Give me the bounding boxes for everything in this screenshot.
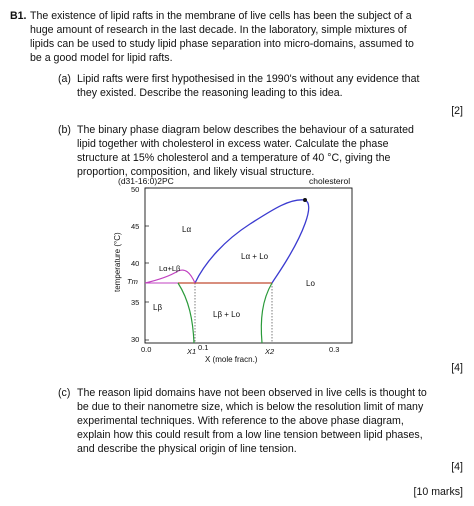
y-tick-tm: Tm [127,277,138,286]
y-axis-label: temperature (°C) [113,232,122,292]
lo-boundary-curve [195,200,309,283]
part-a-line-1: Lipid rafts were first hypothesised in the 1990's without any evidence that [77,73,420,85]
lo-right-boundary [261,283,272,343]
critical-point [303,198,307,202]
y-axis [145,188,149,340]
part-b-line-4: proportion, composition, and likely visual structure. [77,166,315,178]
x-tick-0: 0.0 [141,345,152,354]
y-tick-40: 40 [131,259,140,268]
part-a-label: (a) [58,73,71,85]
part-b-marks: [4] [451,362,463,374]
part-a-line-2: they existed. Describe the reasoning leading to this idea. [77,87,343,99]
part-c-marks: [4] [451,461,463,473]
top-right-label: cholesterol [309,176,351,186]
lb-left-boundary [178,283,194,343]
part-c-line-2: be due to their nanometre size, which is below the resolution limit of many [77,401,424,413]
x-tick-x2: X2 [265,347,275,356]
part-c-line-1: The reason lipid domains have not been observed in live cells is thought to [77,387,427,399]
part-b-line-2: lipid together with cholesterol in excess water. Calculate the phase [77,138,389,150]
part-a-marks: [2] [451,105,463,117]
y-tick-35: 35 [131,298,140,307]
part-b-line-1: The binary phase diagram below describes the behaviour of a saturated [77,124,414,136]
intro-line-1: The existence of lipid rafts in the membrane of live cells has been the subject of a [30,10,412,22]
la-lb-upper-boundary [145,270,195,283]
region-la-lb: Lα+Lβ [159,264,181,273]
intro-line-2: huge amount of research in the last decade. In the laboratory, simple mixtures of [30,24,407,36]
intro-line-3: lipids can be used to study lipid phase separation into micro-domains, assumed to [30,38,414,50]
total-marks: [10 marks] [413,486,463,498]
part-b-label: (b) [58,124,71,136]
x-tick-x1: X1 [187,347,197,356]
x-tick-01: 0.1 [198,343,209,352]
x-axis-label: X (mole fracn.) [205,355,258,364]
region-lb: Lβ [153,303,163,312]
top-left-label: (d31-16:0)2PC [118,176,174,186]
diagram-frame [145,188,352,343]
question-number: B1. [10,10,27,22]
y-tick-50: 50 [131,185,140,194]
x-tick-03: 0.3 [329,345,340,354]
part-c-label: (c) [58,387,71,399]
part-c-line-3: experimental techniques. With reference to the above phase diagram, [77,415,404,427]
region-la-lo: Lα + Lo [241,252,269,261]
y-tick-45: 45 [131,222,140,231]
intro-line-4: be a good model for lipid rafts. [30,52,173,64]
y-tick-30: 30 [131,335,140,344]
part-b-line-3: structure at 15% cholesterol and a temperature of 40 °C, giving the [77,152,391,164]
region-lo: Lo [306,279,315,288]
part-c-line-5: and describe the physical origin of line tension. [77,443,297,455]
region-la: Lα [182,225,192,234]
region-lb-lo: Lβ + Lo [213,310,241,319]
part-c-line-4: explain how this could result from a low line tension between lipid phases, [77,429,423,441]
